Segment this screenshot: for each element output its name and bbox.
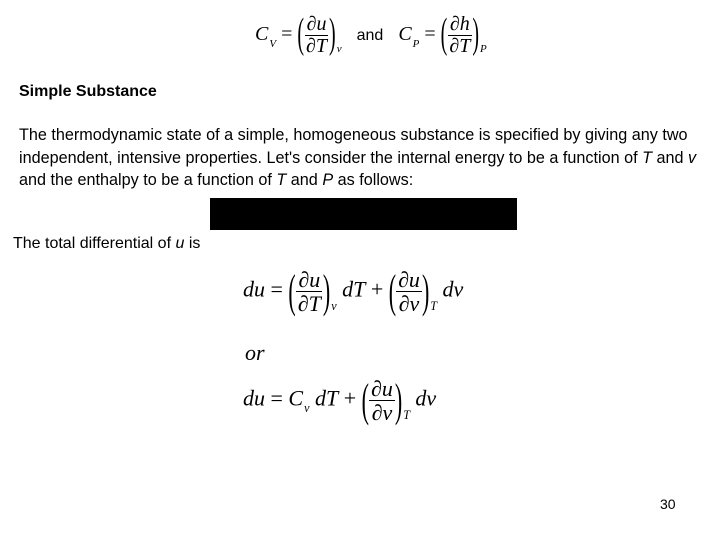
- numerator: ∂u: [370, 376, 393, 401]
- right-paren: ): [421, 264, 430, 317]
- numerator: ∂u: [306, 13, 327, 35]
- variable-P: P: [322, 171, 334, 189]
- du-term: du: [243, 276, 265, 302]
- denominator: ∂v: [371, 400, 393, 426]
- body-paragraph: [19, 124, 709, 192]
- paragraph-text: as follows:: [333, 171, 414, 189]
- dT-term: dT: [314, 385, 339, 411]
- page-number: 30: [660, 496, 676, 512]
- denominator: ∂T: [449, 35, 471, 57]
- variable-u: u: [175, 235, 185, 252]
- cp-subscript: P: [412, 37, 420, 50]
- variable-v: v: [688, 148, 697, 167]
- equals-sign: =: [270, 385, 283, 411]
- plus-sign: +: [370, 276, 384, 302]
- partial-u-over-partial-v: [396, 268, 422, 315]
- paragraph-text: and: [286, 171, 323, 189]
- denominator: ∂v: [398, 291, 420, 317]
- right-paren: ): [394, 373, 403, 426]
- du-cv-equation: [243, 373, 437, 426]
- partial-u-over-partial-T: [296, 268, 323, 315]
- right-paren: ): [329, 11, 336, 58]
- cv-subscript: V: [269, 37, 277, 50]
- subscript-T: T: [430, 298, 437, 313]
- left-paren: (: [388, 264, 397, 317]
- or-text: or: [245, 340, 265, 365]
- dv-term: dv: [415, 385, 437, 411]
- text-suffix: is: [184, 235, 201, 252]
- total-differential-text: [13, 235, 200, 253]
- total-differential-equation: [243, 264, 464, 317]
- subscript-P: P: [480, 43, 487, 56]
- paragraph-text: and the enthalpy to be a function of: [19, 171, 277, 189]
- subscript-T: T: [403, 407, 410, 422]
- text-prefix: The total differential of: [13, 235, 176, 252]
- paragraph-text: The thermodynamic state of a simple, homogeneous substance is specified by giving any two independent, intensive properties. Let's consider the internal energy to be a function of: [19, 126, 688, 167]
- partial-u-over-partial-v: [369, 377, 395, 424]
- denominator: ∂T: [306, 35, 328, 57]
- section-heading: Simple Substance: [19, 83, 157, 100]
- denominator: ∂T: [297, 291, 321, 317]
- cv-cp-definition-equation: [255, 11, 487, 58]
- partial-u-over-partial-T: [304, 14, 329, 57]
- cv-subscript: v: [304, 400, 310, 415]
- cp-symbol: C: [398, 23, 412, 46]
- dT-term: dT: [342, 276, 366, 302]
- partial-h-over-partial-T: [447, 14, 472, 57]
- right-paren: ): [322, 264, 331, 317]
- and-connector: and: [356, 27, 384, 45]
- paragraph-text: and: [652, 148, 689, 167]
- du-term: du: [243, 385, 265, 411]
- variable-T: T: [642, 148, 653, 167]
- right-paren: ): [472, 11, 480, 58]
- plus-sign: +: [343, 385, 357, 411]
- equals-sign: =: [270, 276, 283, 302]
- left-paren: (: [297, 11, 305, 58]
- dv-term: dv: [442, 276, 464, 302]
- left-paren: (: [440, 11, 448, 58]
- cv-symbol: C: [288, 385, 304, 411]
- numerator: ∂u: [398, 267, 420, 292]
- left-paren: (: [288, 264, 296, 317]
- subscript-v: v: [336, 43, 342, 56]
- cv-symbol: C: [255, 23, 269, 46]
- redacted-equation-block: [210, 198, 517, 230]
- left-paren: (: [361, 373, 369, 426]
- equals-sign: =: [281, 23, 293, 46]
- numerator: ∂h: [449, 13, 470, 35]
- subscript-v: v: [331, 298, 337, 313]
- numerator: ∂u: [298, 267, 321, 292]
- equals-sign: =: [424, 23, 436, 46]
- variable-T: T: [276, 171, 287, 189]
